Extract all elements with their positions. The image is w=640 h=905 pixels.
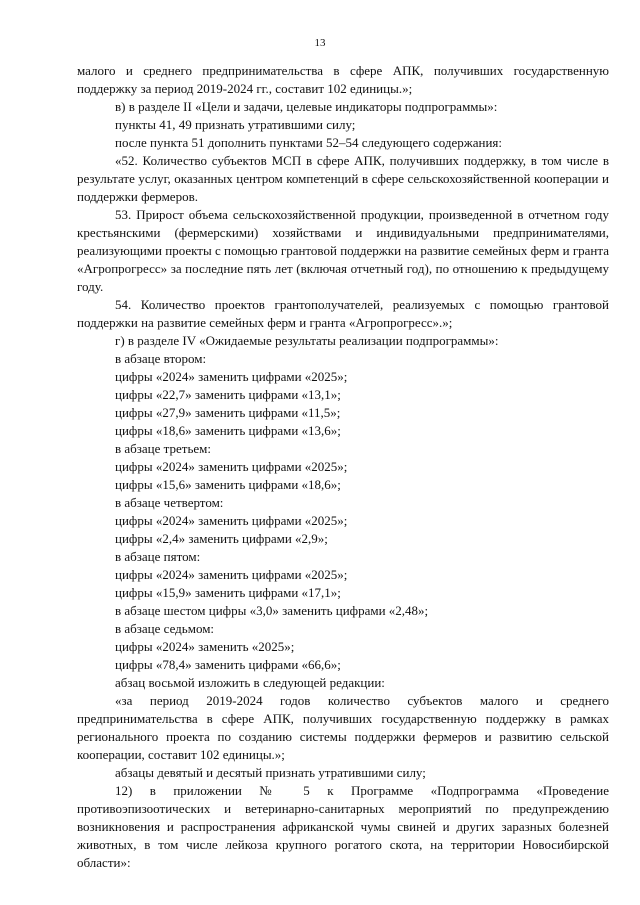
paragraph: цифры «15,9» заменить цифрами «17,1»;	[115, 585, 341, 600]
paragraph: в абзаце четвертом:	[115, 495, 224, 510]
paragraph: цифры «18,6» заменить цифрами «13,6»;	[115, 423, 341, 438]
paragraph: в абзаце седьмом:	[115, 621, 215, 636]
paragraph: пункты 41, 49 признать утратившими силу;	[115, 117, 356, 132]
paragraph: 54. Количество проектов грантополучателей, реализуемых с помощью грантовой поддержки на развитие семейных ферм и гранта «Агропрогресс».»;	[77, 297, 609, 330]
paragraph: цифры «2024» заменить «2025»;	[115, 639, 295, 654]
paragraph: цифры «2024» заменить цифрами «2025»;	[115, 369, 348, 384]
paragraph: в абзаце втором:	[115, 351, 207, 366]
paragraph: в) в разделе II «Цели и задачи, целевые индикаторы подпрограммы»:	[115, 99, 498, 114]
paragraph: в абзаце третьем:	[115, 441, 211, 456]
paragraph: малого и среднего предпринимательства в сфере АПК, получивших государственную поддержку за период 2019-2024 гг., составит 102 единицы.»;	[77, 63, 609, 96]
paragraph: цифры «22,7» заменить цифрами «13,1»;	[115, 387, 341, 402]
document-body	[77, 62, 609, 872]
paragraph: цифры «2024» заменить цифрами «2025»;	[115, 567, 348, 582]
paragraph: цифры «2024» заменить цифрами «2025»;	[115, 513, 348, 528]
paragraph: 12) в приложении № 5 к Программе «Подпрограмма «Проведение противоэпизоотических и ветеринарно-санитарных мероприятий по предупреждению возникновения и распространения африканской чумы свиней и других заразных болезней животных, в том числе лейкоза крупного рогатого скота, на территории Новосибирской области»:	[77, 783, 609, 870]
paragraph: «за период 2019-2024 годов количество субъектов малого и среднего предпринимательства в сфере АПК, получивших государственную поддержку в рамках регионального проекта по созданию системы поддержки фермеров и развитию сельской кооперации, составит 102 единицы.»;	[77, 693, 609, 762]
paragraph: «52. Количество субъектов МСП в сфере АПК, получивших поддержку, в том числе в результате услуг, оказанных центром компетенций в сфере сельскохозяйственной кооперации и поддержки фермеров.	[77, 153, 609, 204]
paragraph: в абзаце шестом цифры «3,0» заменить цифрами «2,48»;	[115, 603, 429, 618]
paragraph: абзацы девятый и десятый признать утратившими силу;	[115, 765, 426, 780]
paragraph: цифры «78,4» заменить цифрами «66,6»;	[115, 657, 341, 672]
paragraph: цифры «2024» заменить цифрами «2025»;	[115, 459, 348, 474]
page-number: 13	[314, 37, 326, 49]
paragraph: 53. Прирост объема сельскохозяйственной продукции, произведенной в отчетном году крестьянскими (фермерскими) хозяйствами и индивидуальными предпринимателями, реализующими проекты с помощью грантовой поддержки на развитие семейных ферм и гранта «Агропрогресс» за последние пять лет (включая отчетный год), по отношению к предыдущему году.	[77, 207, 609, 294]
paragraph: цифры «27,9» заменить цифрами «11,5»;	[115, 405, 341, 420]
paragraph: цифры «2,4» заменить цифрами «2,9»;	[115, 531, 328, 546]
paragraph: после пункта 51 дополнить пунктами 52–54 следующего содержания:	[115, 135, 502, 150]
paragraph: г) в разделе IV «Ожидаемые результаты реализации подпрограммы»:	[115, 333, 499, 348]
paragraph: абзац восьмой изложить в следующей редакции:	[115, 675, 385, 690]
paragraph: в абзаце пятом:	[115, 549, 201, 564]
paragraph: цифры «15,6» заменить цифрами «18,6»;	[115, 477, 341, 492]
